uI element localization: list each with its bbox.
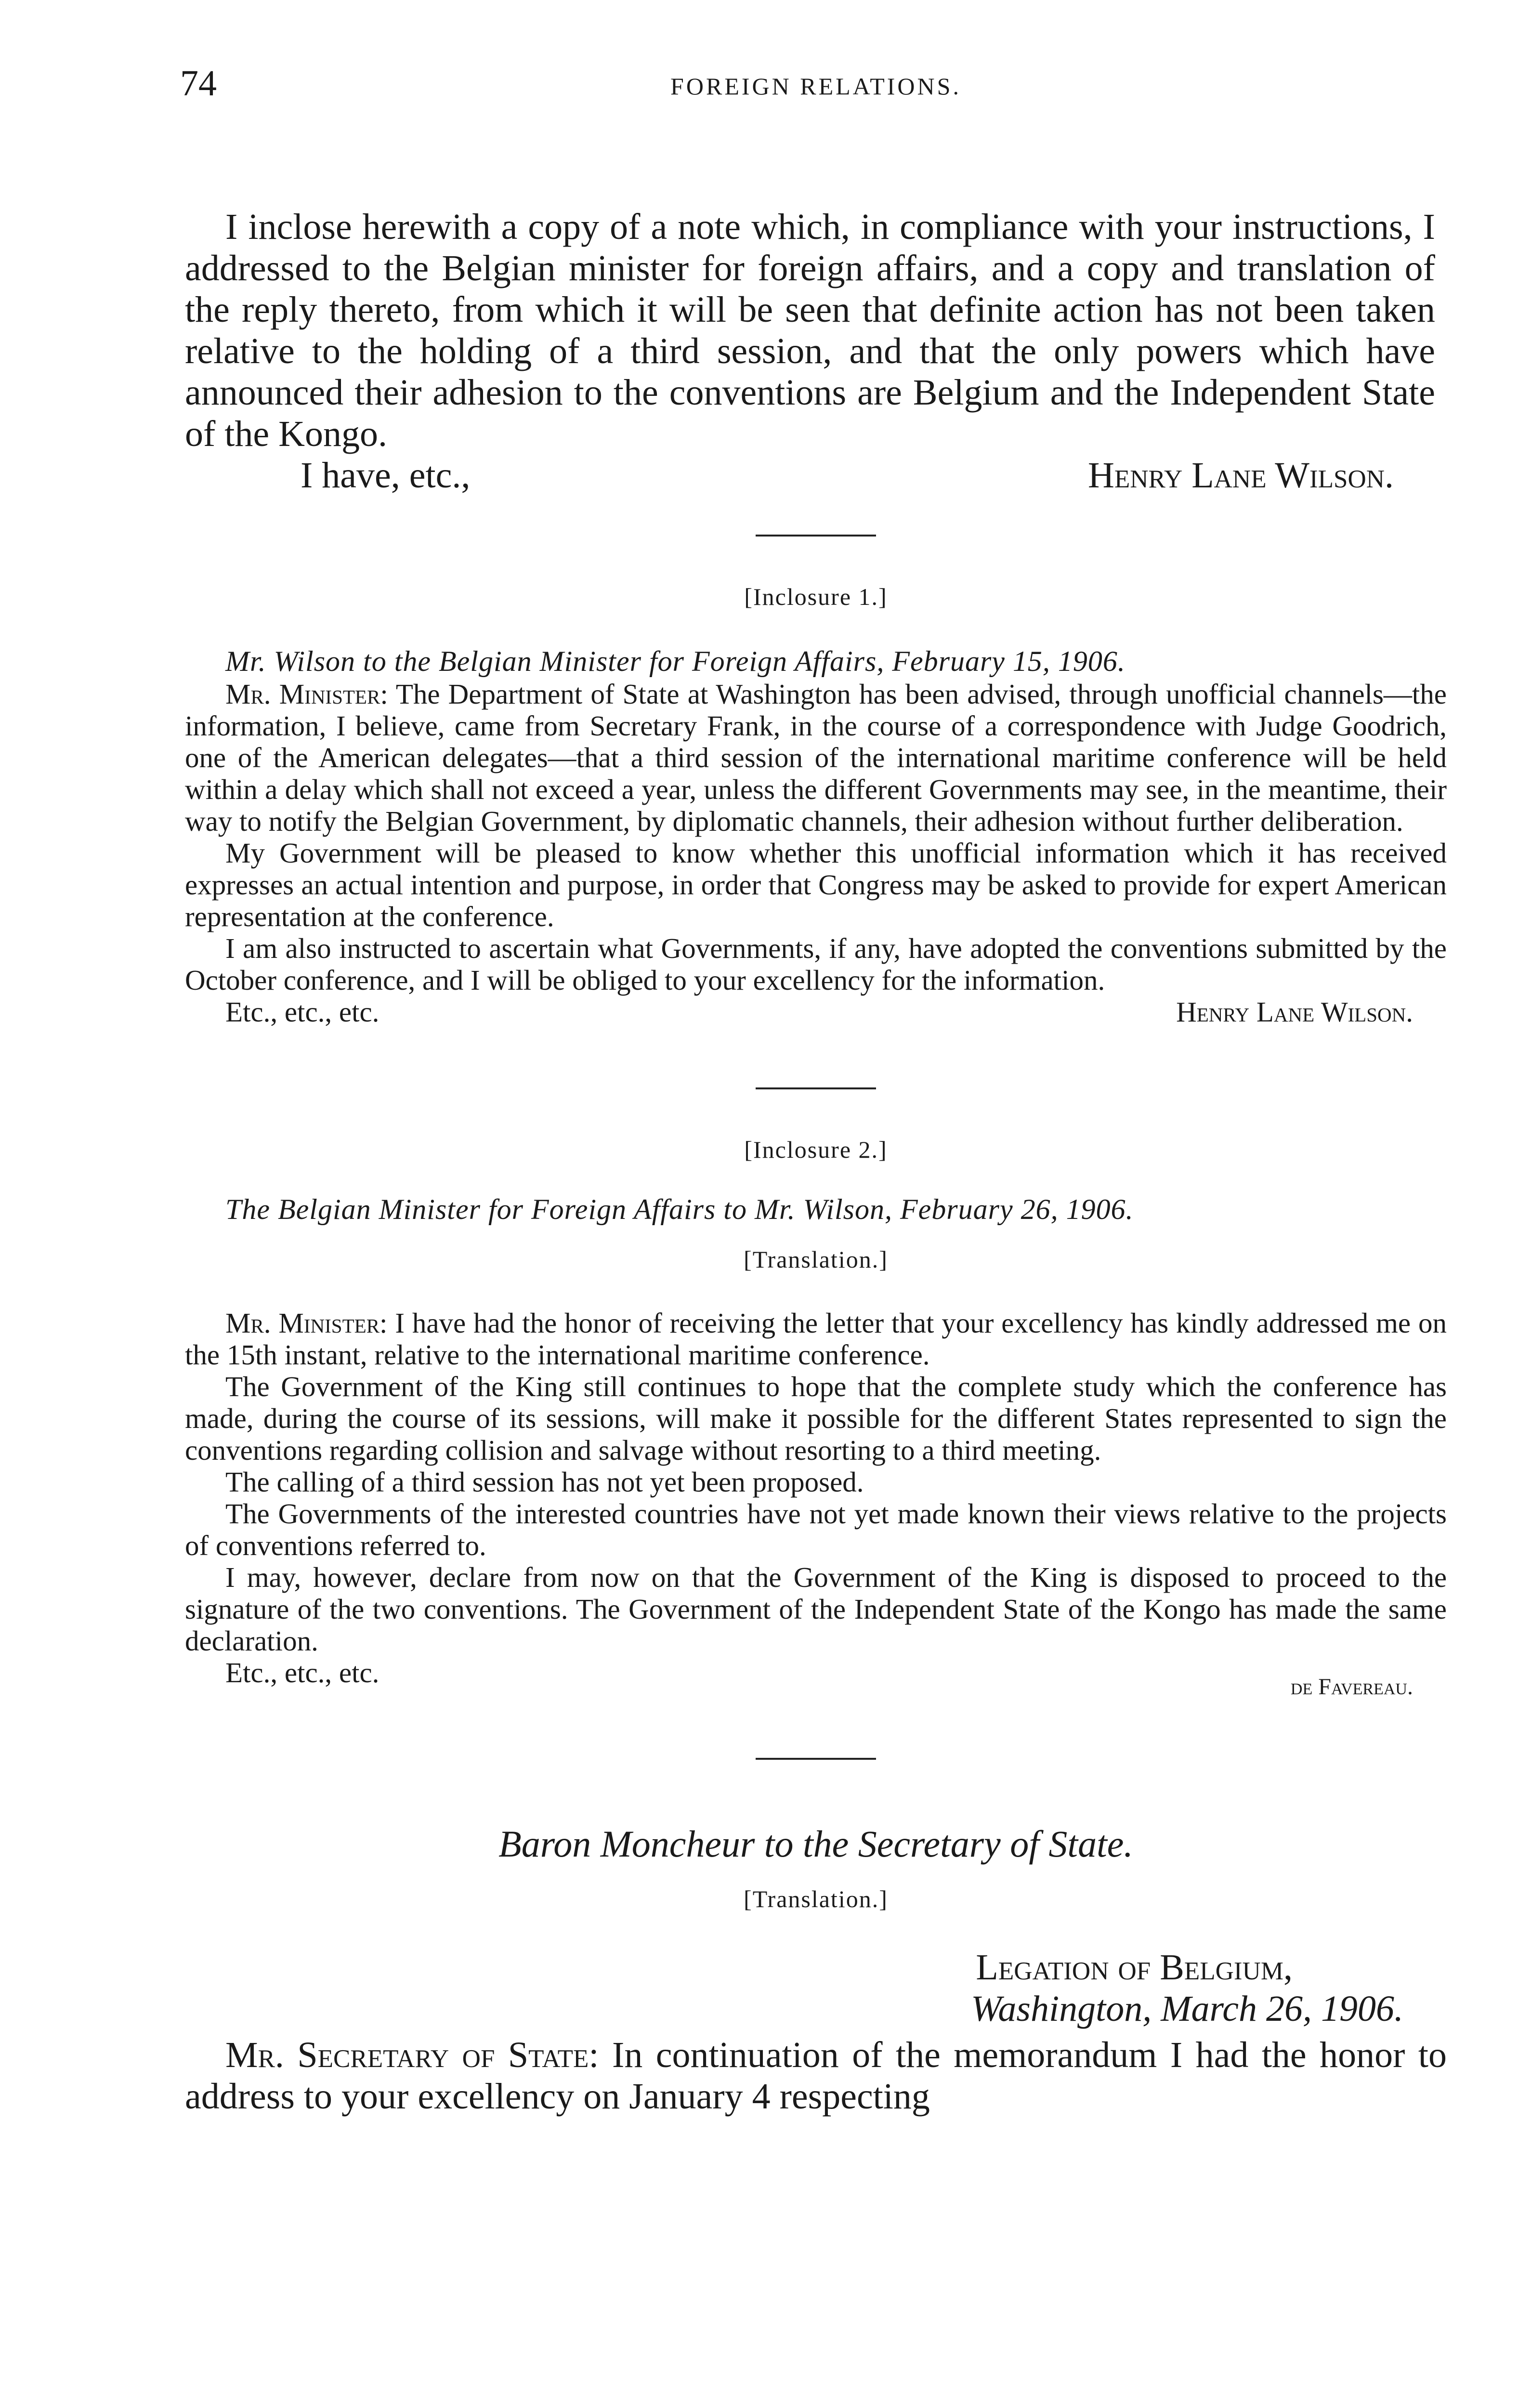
- moncheur-body-text: In continuation of the memorandum I had the honor to address to your excellency on January 4 respecting: [185, 2035, 1447, 2117]
- running-head: FOREIGN RELATIONS.: [670, 73, 961, 100]
- wilson-letter-body: I inclose herewith a copy of a note which, in compliance with your instructions, I addressed to the Belgian minister for foreign affairs, and a copy and translation of the reply thereto, from which it will be seen that definite action has not been taken relative to the holding of a third session, and that the only powers which have announced their adhesion to the conventions are Belgium and the Independent State of the Kongo.: [185, 207, 1435, 454]
- wilson-letter-closing: I have, etc.,: [301, 455, 471, 496]
- moncheur-body: [185, 2034, 1447, 2117]
- moncheur-letter: [185, 1822, 1447, 2117]
- moncheur-title: Baron Moncheur to the Secretary of State.: [498, 1823, 1133, 1865]
- inclosure-1-salutation: Mr. Minister:: [225, 678, 388, 710]
- inclosure-1: [185, 583, 1447, 1030]
- inclosure-2-closing: Etc., etc., etc.: [225, 1657, 380, 1688]
- section-divider: [756, 1087, 876, 1089]
- wilson-letter-signature: Henry Lane Wilson.: [1088, 455, 1394, 496]
- inclosure-2: [185, 1136, 1447, 1700]
- inclosure-1-closing-line: [185, 996, 1447, 1030]
- inclosure-1-paragraph-3: I am also instructed to ascertain what Governments, if any, have adopted the conventions submitted by the October conference, and I will be obliged to your excellency for the information.: [185, 932, 1447, 996]
- page-number: 74: [180, 63, 217, 104]
- inclosure-2-label: [Inclosure 2.]: [744, 1136, 888, 1163]
- inclosure-2-closing-line: [185, 1657, 1447, 1700]
- moncheur-salutation: Mr. Secretary of State:: [225, 2035, 599, 2075]
- inclosure-1-signature: Henry Lane Wilson.: [1176, 996, 1413, 1028]
- document-page: [180, 58, 1447, 2117]
- inclosure-2-translation-label: [Translation.]: [744, 1246, 888, 1273]
- inclosure-2-paragraph-5: I may, however, declare from now on that the Government of the King is disposed to proceed to the signature of the two conventions. The Government of the Independent State of the Kongo has made the same declaration.: [185, 1561, 1447, 1657]
- section-divider: [756, 535, 876, 537]
- inclosure-1-paragraph-1-text: The Department of State at Washington has been advised, through unofficial channels—the information, I believe, came from Secretary Frank, in the course of a correspondence with Judge Goodrich, one of the American delegates—that a third session of the international maritime conference will be held within a delay which shall not exceed a year, unless the different Governments may see, in the meantime, their way to notify the Belgian Government, by diplomatic channels, their adhesion without further deliberation.: [185, 678, 1447, 837]
- inclosure-1-paragraph-2: My Government will be pleased to know whether this unofficial information which it has received expresses an actual intention and purpose, in order that Congress may be asked to provide for expert American representation at the conference.: [185, 837, 1447, 932]
- inclosure-2-paragraph-1-text: I have had the honor of receiving the letter that your excellency has kindly addressed me on the 15th instant, relative to the international maritime conference.: [185, 1307, 1447, 1371]
- inclosure-2-paragraph-1: [185, 1307, 1447, 1371]
- wilson-cover-letter: [185, 206, 1447, 496]
- inclosure-2-salutation: Mr. Minister:: [225, 1307, 388, 1339]
- inclosure-1-closing: Etc., etc., etc.: [225, 996, 380, 1028]
- moncheur-legation: Legation of Belgium,: [976, 1947, 1293, 1988]
- inclosure-2-paragraph-2: The Government of the King still continues to hope that the complete study which the conference has made, during the course of its sessions, will make it possible for the different States represented to sign the conventions regarding collision and salvage without resorting to a third meeting.: [185, 1371, 1447, 1466]
- inclosure-2-paragraph-3: The calling of a third session has not yet been proposed.: [225, 1466, 864, 1498]
- inclosure-2-title: The Belgian Minister for Foreign Affairs to Mr. Wilson, February 26, 1906.: [225, 1193, 1134, 1225]
- inclosure-1-title: Mr. Wilson to the Belgian Minister for Foreign Affairs, February 15, 1906.: [225, 645, 1125, 677]
- page-header: [180, 58, 1447, 125]
- section-divider: [756, 1758, 876, 1760]
- inclosure-1-paragraph-1: [185, 678, 1447, 837]
- moncheur-place-date: Washington, March 26, 1906.: [971, 1989, 1403, 2029]
- wilson-letter-closing-line: [185, 455, 1447, 496]
- moncheur-translation-label: [Translation.]: [744, 1885, 888, 1912]
- inclosure-2-signature: de Favereau.: [1290, 1674, 1413, 1700]
- inclosure-2-paragraph-4: The Governments of the interested countries have not yet made known their views relative to the projects of conventions referred to.: [185, 1498, 1447, 1561]
- inclosure-1-label: [Inclosure 1.]: [744, 583, 888, 610]
